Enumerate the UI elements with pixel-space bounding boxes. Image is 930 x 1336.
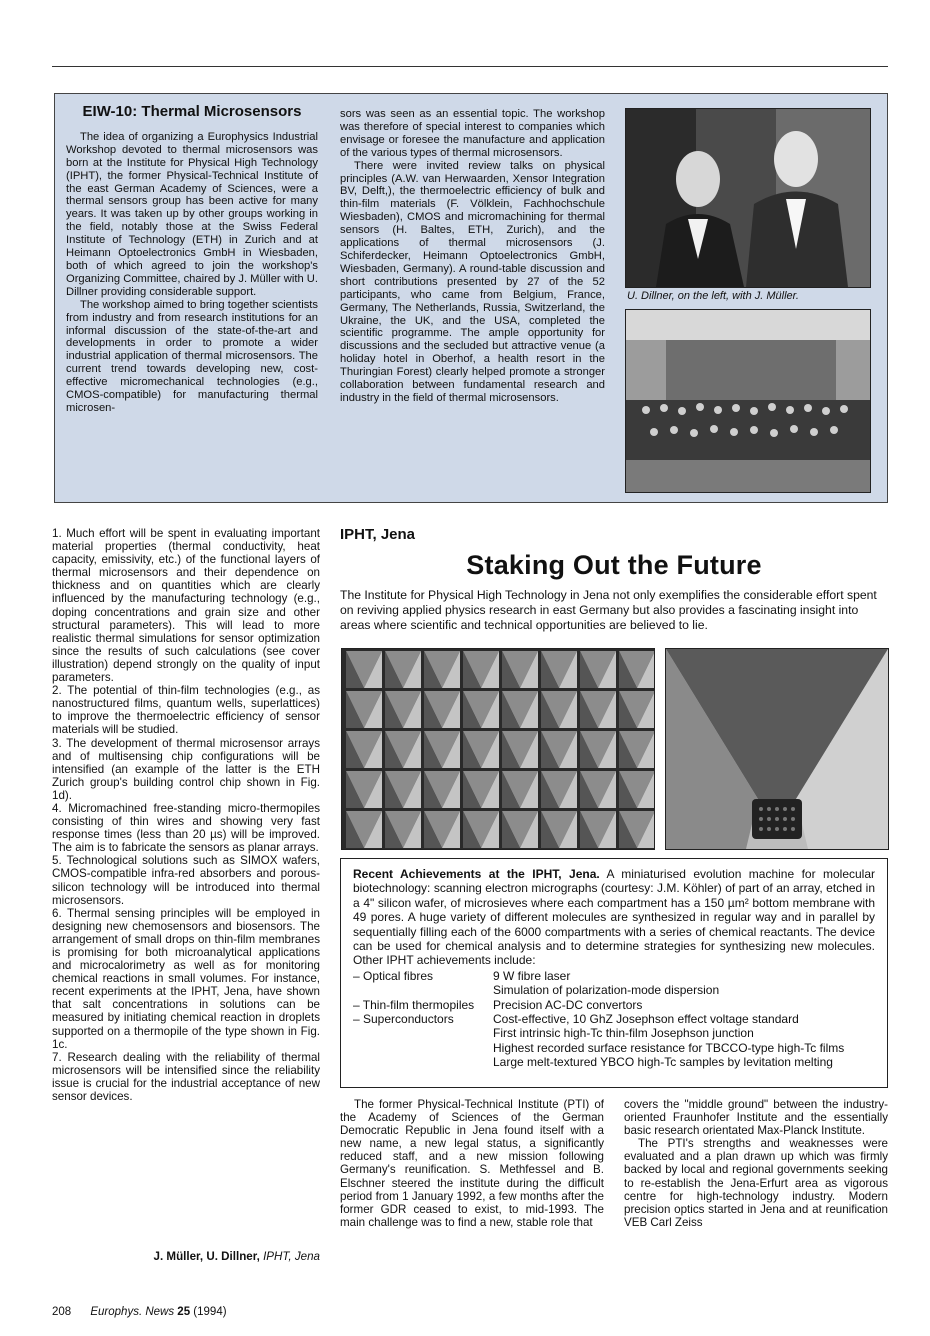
achievement-item: Cost-effective, 10 GhZ Josephson effect voltage standard	[493, 1012, 799, 1027]
achievement-row	[353, 969, 875, 983]
photo-caption: U. Dillner, on the left, with J. Müller.	[627, 290, 799, 302]
micrograph-compartment	[665, 648, 889, 850]
panel-paragraph: sors was seen as an essential topic. The workshop was therefore of special interest to companies which envisage or foresee the manufacture and application of the various types of thermal microsensors.	[340, 108, 605, 159]
page-number: 208	[52, 1306, 72, 1318]
achievements-list	[353, 969, 875, 1070]
list-item: 7. Research dealing with the reliability of thermal microsensors will be intensified since the reliability issue is crucial for the industrial acceptance of new sensor devices.	[52, 1050, 320, 1104]
workshop-panel	[54, 93, 888, 503]
journal-year: (1994)	[193, 1306, 227, 1318]
list-item: 6. Thermal sensing principles will be employed in designing new chemosensors and biosensors. The arrangement of small drops on thin-film membranes is promising for both microanalytical applications and microcalorimetry as well as for monitoring chemical reactions in small volumes. For instance, recent experiments at the IPHT, Jena, have shown that salt concentrations in solutions can be measured by initiating chemical reaction in droplets supported on a thermopile of the type shown in Fig. 1c.	[52, 906, 320, 1051]
achievement-item: 9 W fibre laser	[493, 968, 571, 983]
author-signature	[52, 1250, 320, 1263]
achievement-row	[353, 1012, 875, 1026]
article-paragraph: The PTI's strengths and weaknesses were evaluated and a plan drawn up which was firmly backed by local and regional governments seeking to re-establish the Jena-Erfurt area as vigorous centre for high-technology industry. Modern precision optics started in Jena and at reunification VEB Carl Zeiss	[624, 1137, 888, 1229]
journal-volume: 25	[177, 1306, 191, 1318]
achievements-heading: Recent Achievements at the IPHT, Jena.	[353, 867, 600, 881]
signature-names: J. Müller, U. Dillner,	[153, 1250, 260, 1263]
article-column-1	[340, 1098, 604, 1229]
article-column-2	[624, 1098, 888, 1229]
article-paragraph: covers the "middle ground" between the industry-oriented Fraunhofer Institute and the essentially basic research orientated Max-Planck Institute.	[624, 1098, 888, 1138]
achievements-box	[340, 858, 888, 1088]
achievement-item: Simulation of polarization-mode dispersion	[493, 983, 720, 998]
journal-name: Europhys. News	[90, 1306, 175, 1318]
portrait-photo	[625, 108, 871, 288]
group-photo	[625, 309, 871, 493]
list-item: 1. Much effort will be spent in evaluating important material properties (thermal conductivity, heat capacity, emissivity, etc.) of the functional layers of thermal microsensors and their dependence on thickness and on quantities which are clearly influenced by the manufacturing technology (e.g., doping concentrations and grain size and other structural parameters). This will lead to more realistic thermal simulations for sensor optimization since the results of such calculations (see cover illustration) depend strongly on the quality of input parameters.	[52, 527, 320, 685]
achievement-item: Precision AC-DC convertors	[493, 997, 643, 1012]
panel-column-1	[66, 100, 318, 415]
achievement-row	[353, 1055, 875, 1069]
top-rule	[52, 66, 888, 67]
achievement-category	[353, 1041, 493, 1055]
achievement-item: Large melt-textured YBCO high-Tc samples by levitation melting	[493, 1055, 833, 1070]
achievement-category	[353, 983, 493, 997]
panel-column-2	[340, 108, 605, 405]
achievement-row	[353, 998, 875, 1012]
achievement-item: Highest recorded surface resistance for TBCCO-type high-Tc films	[493, 1040, 845, 1055]
list-item: 2. The potential of thin-film technologies (e.g., as nanostructured films, quantum wells, superlattices) to improve the thermoelectric efficiency of sensor materials will be studied.	[52, 684, 320, 737]
achievement-row	[353, 983, 875, 997]
achievements-text	[353, 867, 875, 968]
left-column	[52, 527, 320, 1103]
panel-title: EIW-10: Thermal Microsensors	[82, 103, 302, 120]
panel-paragraph: The workshop aimed to bring together scientists from industry and from research institutions for an informal discussion of the state-of-the-art and developments in order to promote a wider industrial application of thermal microsensors. The current trend towards developing new, cost-effective micromechanical technologies (e.g., CMOS-compatible) for manufacturing thermal microsen-	[66, 298, 318, 414]
list-item: 4. Micromachined free-standing micro-thermopiles consisting of thin wires and showing very fast response times (less than 20 µs) will be improved. The aim is to fabricate the sensors as planar arrays.	[52, 801, 320, 855]
achievement-category: – Superconductors	[353, 1012, 454, 1027]
panel-paragraph: There were invited review talks on physical principles (A.W. van Herwaarden, Xensor Integration BV, Delft,), the thermoelectric efficiency of bulk and thin-film materials (F. Völklein, Fachhochschule Wiesbaden), CMOS and micromachining for thermal sensors (H. Baltes, ETH, Zurich), and the applications of thermal microsensors (J. Schiferdecker, Heimann Optoelectronics GmbH, Wiesbaden, Germany). A round-table discussion and short contributions presented by 27 of the 52 participants, who came from Belgium, France, Germany, The Netherlands, Russia, Switzerland, the Ukraine, the UK, and the USA, completed the scientific programme. The ample opportunity for discussions and the secluded but attractive venue (a holiday hotel in Oberhof, a health resort in the Thuringian Forest) clearly helped promote a stronger collaboration between fundamental research and industry in the field of thermal microsensors.	[340, 159, 605, 404]
achievements-body: A miniaturised evolution machine for molecular biotechnology: scanning electron micrographs (courtesy: J.M. Köhler) of part of an array, etched in a 4" silicon wafer, of microsieves where each compartment has a 150 µm² bottom membrane with 49 pores. A huge variety of different molecules are synthesized in regular way and in parallel by sequentially filling each of the 6000 compartments with a series of chemical reactants. The device can be used for chemical analysis and to determine strategies for synthesizing new molecules. Other IPHT achievements include:	[353, 867, 876, 968]
list-item: 3. The development of thermal microsensor arrays and of multisensing chip configurations will be intensified (an example of the latter is the ETH Zurich group's building control chip shown in Fig. 1d).	[52, 736, 320, 802]
achievement-category	[353, 1026, 493, 1040]
panel-paragraph: The idea of organizing a Europhysics Industrial Workshop devoted to thermal microsensors was born at the Institute for Physical High Technology (IPHT), the former Physical-Technical Institute of the east German Academy of Sciences, were a thermal sensors group has been active for many years. It was taken up by other groups working in the field, notably those at the Swiss Federal Institute of Technology (ETH) in Zurich and at Heimann Optoelectronics GmbH in Wiesbaden, both of which agreed to join the workshop's Organizing Committee, chaired by J. Müller with U. Dillner providing considerable support.	[66, 130, 318, 298]
article-paragraph: The former Physical-Technical Institute (PTI) of the Academy of Sciences of the German Democratic Republic in Jena found itself with a new name, a new legal status, a significantly reduced staff, and a new mission following Germany's reunification. S. Methfessel and B. Elschner steered the institute during the difficult period from 1 January 1992, a few months after the former GDR ceased to exist, to mid-1993. The main challenge was to find a new, stable role that	[340, 1098, 604, 1229]
achievement-category: – Optical fibres	[353, 968, 434, 983]
list-item: 5. Technological solutions such as SIMOX wafers, CMOS-compatible infra-red absorbers and porous-silicon technology will be introduced into thermal microsensors.	[52, 854, 320, 907]
signature-affiliation: IPHT, Jena	[263, 1250, 320, 1263]
page-footer	[52, 1306, 227, 1318]
article-lead: The Institute for Physical High Technology in Jena not only exemplifies the considerable effort spent on reviving applied physics research in east Germany but also provides a fascinating insight into areas where scientific and technical opportunities are believed to lie.	[340, 588, 877, 632]
achievement-row	[353, 1026, 875, 1040]
achievement-item: First intrinsic high-Tc thin-film Josephson junction	[493, 1026, 754, 1041]
article-headline: Staking Out the Future	[466, 550, 762, 580]
achievement-row	[353, 1041, 875, 1055]
achievement-category	[353, 1055, 493, 1069]
achievement-category: – Thin-film thermopiles	[353, 997, 475, 1012]
micrograph-array	[341, 648, 655, 850]
article-kicker: IPHT, Jena	[340, 526, 416, 543]
